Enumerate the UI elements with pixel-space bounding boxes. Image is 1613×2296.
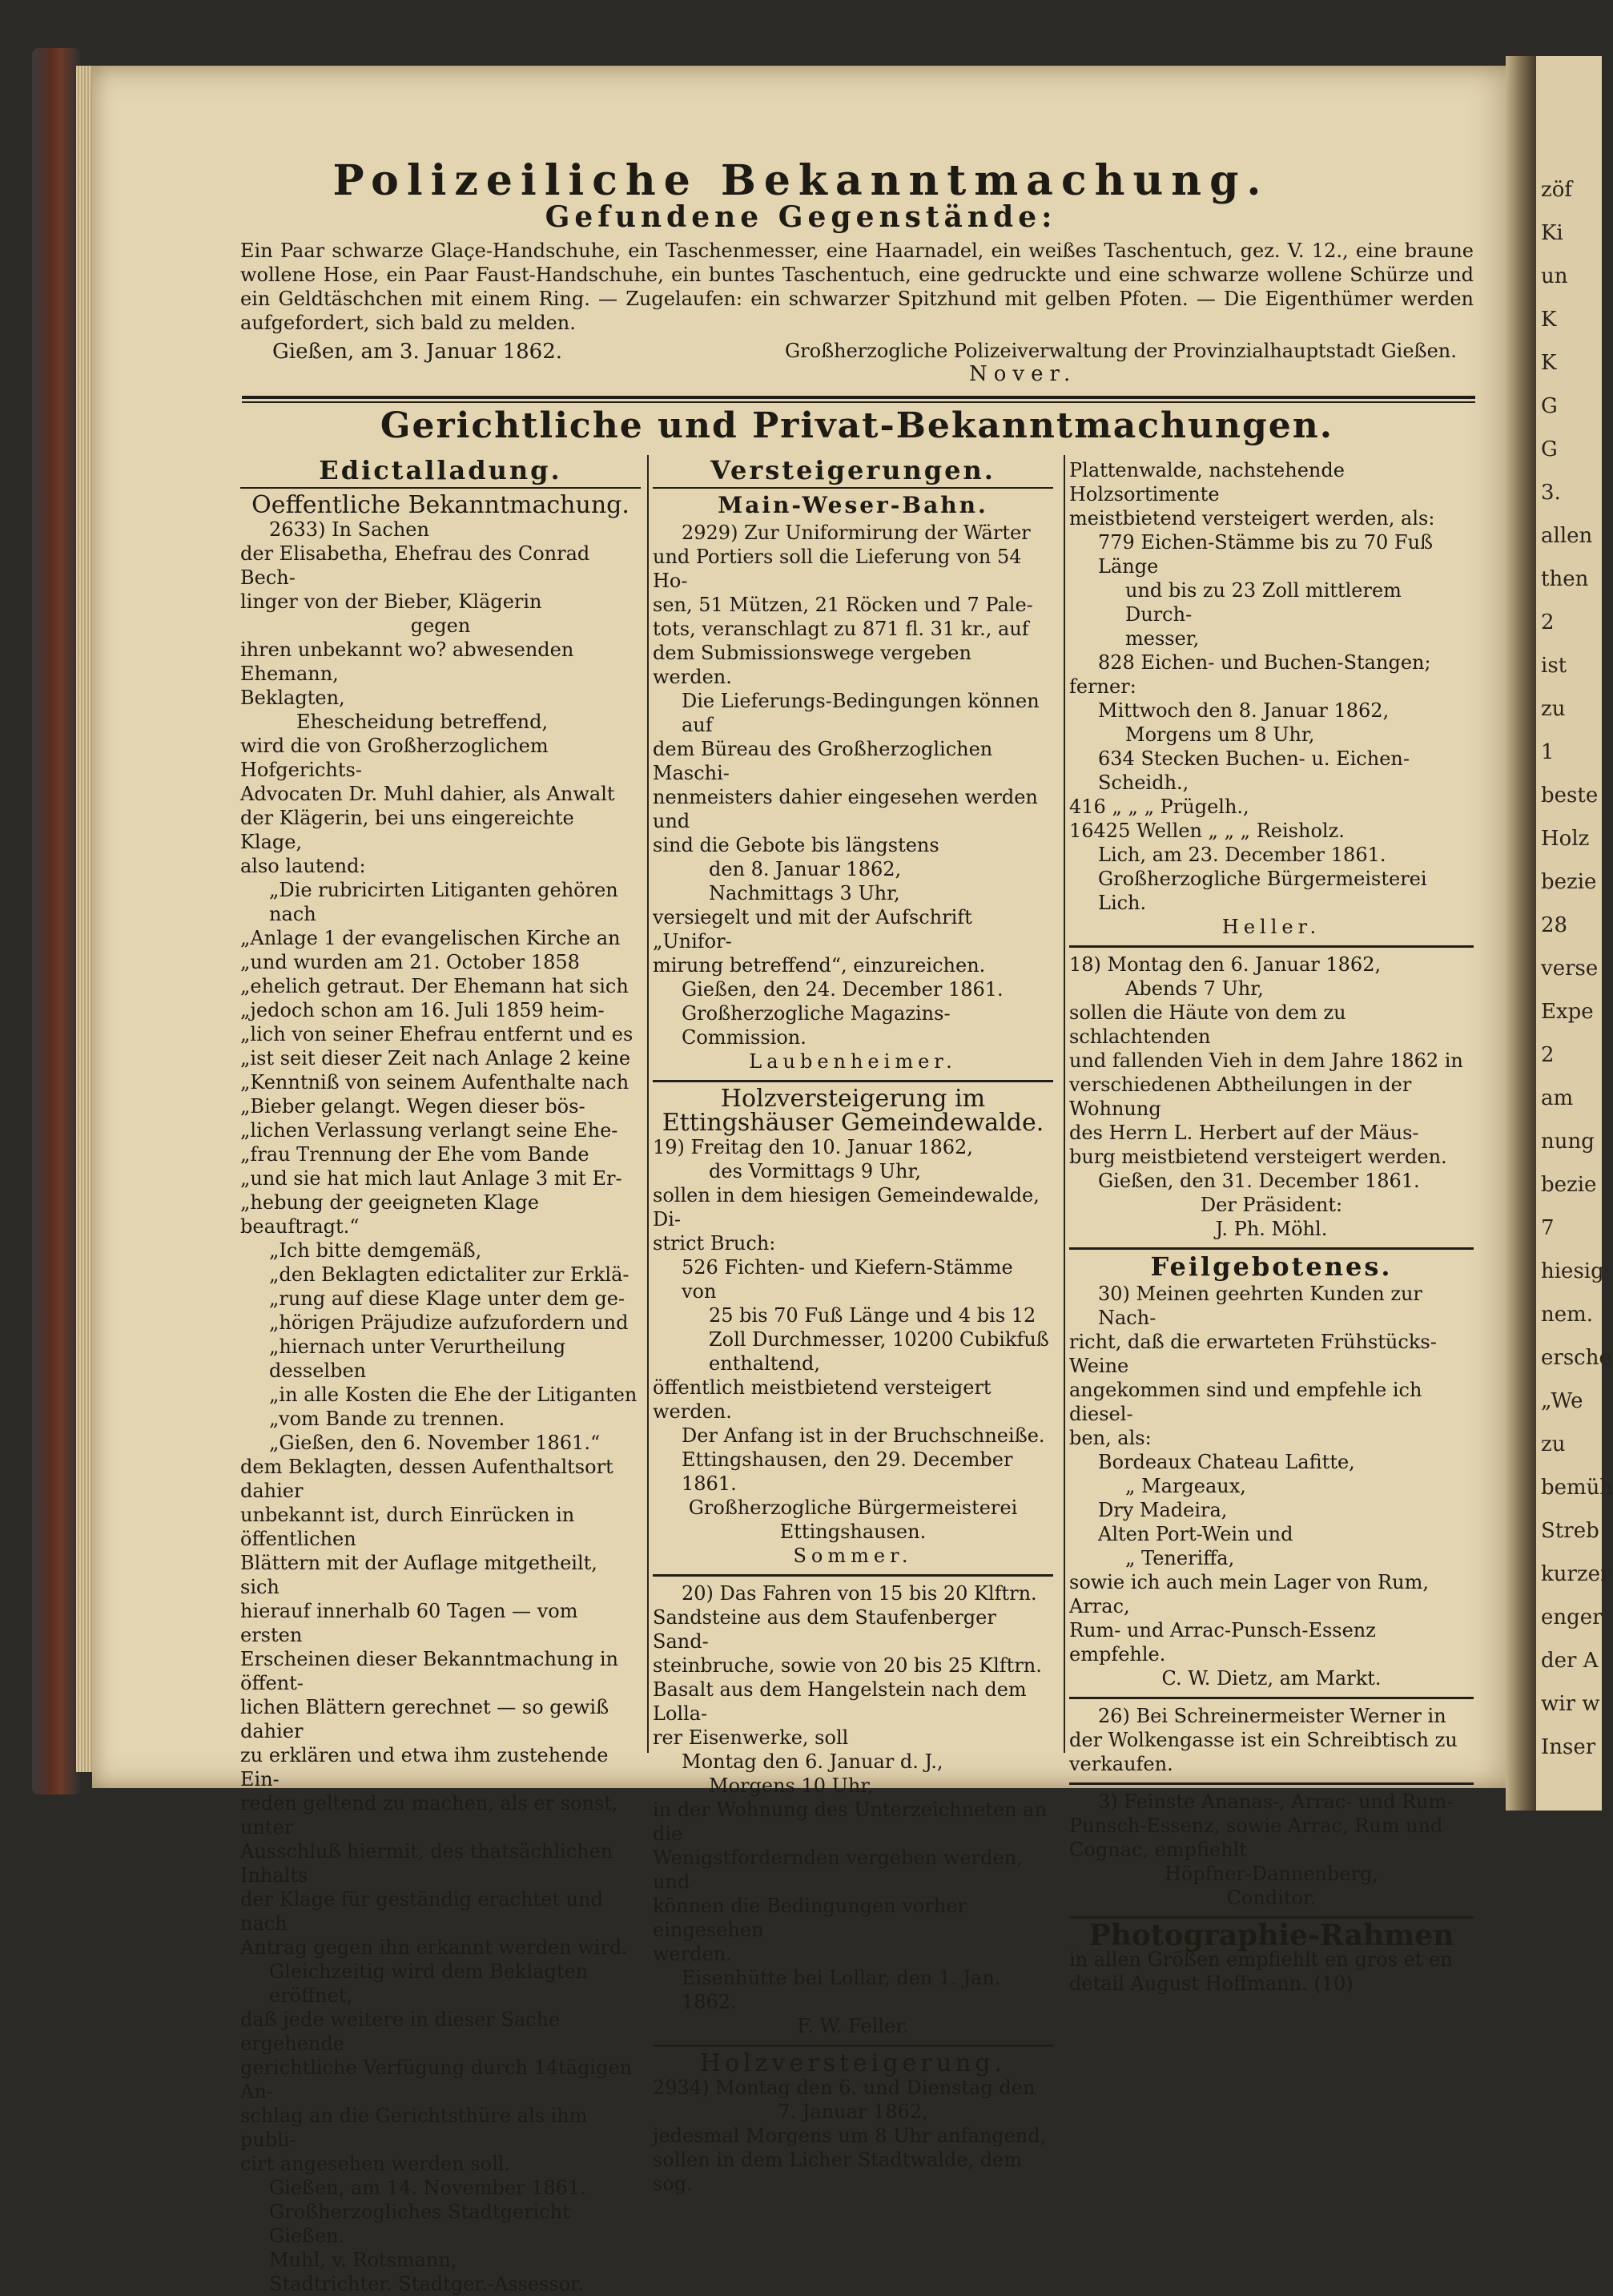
- column-edictal: [240, 455, 641, 2296]
- text-line: der Klage für geständig erachtet und nach: [240, 1888, 603, 1935]
- text-line: Cognac, empfiehlt: [1069, 1839, 1247, 1861]
- text-line: sen, 51 Mützen, 21 Röcken und 7 Pale-: [653, 594, 1033, 616]
- text-line: 779 Eichen-Stämme bis zu 70 Fuß Länge: [1098, 531, 1434, 578]
- text-line: „in alle Kosten die Ehe der Litiganten: [269, 1384, 638, 1406]
- text-line: daß jede weitere in dieser Sache ergehende: [240, 2008, 561, 2055]
- text-line: dem Beklagten, dessen Aufenthaltsort dahier: [240, 1456, 613, 1502]
- text-line: Gleichzeitig wird dem Beklagten eröffnet,: [269, 1960, 589, 2007]
- uniform-notice: [653, 521, 1053, 1073]
- notice-title: Polizeiliche Bekanntmachung.: [332, 156, 1269, 205]
- text-line: messer,: [1125, 627, 1200, 650]
- text-line: in der Wohnung des Unterzeichneten an die: [653, 1799, 1048, 1845]
- facing-page-word: allen: [1541, 524, 1593, 548]
- punch-offer: [1069, 1790, 1474, 1910]
- offers-heading: Feilgebotenes.: [1150, 1251, 1393, 1282]
- photo-frames-text: [1069, 1948, 1474, 1996]
- text-line: „vom Bande zu trennen.: [269, 1408, 505, 1430]
- text-line: Blättern mit der Auflage mitgetheilt, sich: [240, 1552, 597, 1598]
- text-line: 7. Januar 1862,: [778, 2101, 928, 2123]
- text-line: meistbietend versteigert werden, als:: [1069, 507, 1435, 530]
- text-line: Abends 7 Uhr,: [1125, 977, 1264, 1000]
- rule: [653, 1080, 1053, 1082]
- text-line: „jedoch schon am 16. Juli 1859 heim-: [240, 999, 605, 1021]
- notice-date: Gießen, am 3. Januar 1862.: [272, 340, 563, 364]
- text-line: sind die Gebote bis längstens: [653, 834, 939, 856]
- text-line: Gießen, am 14. November 1861.: [269, 2177, 586, 2199]
- text-line: dem Submissionswege vergeben werden.: [653, 642, 971, 688]
- text-line: und bis zu 23 Zoll mittlerem Durch-: [1125, 579, 1402, 626]
- text-line: Großherzogliche Bürgermeisterei: [688, 1496, 1018, 1519]
- text-line: 2633) In Sachen: [269, 518, 429, 541]
- text-line: 2934) Montag den 6. und Dienstag den: [653, 2076, 1036, 2099]
- book-cover: [32, 48, 80, 1795]
- facing-page-word: „We: [1541, 1389, 1583, 1413]
- text-line: „ehelich getraut. Der Ehemann hat sich: [240, 975, 629, 997]
- facing-page-word: nung: [1541, 1130, 1595, 1154]
- text-line: Ettingshausen.: [779, 1521, 927, 1543]
- text-line: und Portiers soll die Lieferung von 54 Ho-: [653, 546, 1022, 592]
- text-line: „lich von seiner Ehefrau entfernt und es: [240, 1023, 634, 1045]
- text-line: „ Teneriffa,: [1125, 1547, 1235, 1569]
- text-line: cirt angesehen werden soll.: [240, 2153, 511, 2175]
- text-line: Bordeaux Chateau Lafitte,: [1098, 1451, 1355, 1473]
- facing-page-word: zöf: [1541, 178, 1572, 202]
- text-line: rer Eisenwerke, soll: [653, 1726, 849, 1749]
- wood-auction-heading: Holzversteigerung.: [699, 2049, 1007, 2077]
- book-gutter: [1506, 56, 1538, 1811]
- photo-frames-heading: Photographie-Rahmen: [1088, 1919, 1454, 1952]
- text-line: Gießen, den 24. December 1861.: [682, 978, 1004, 1001]
- text-line: in allen Größen empfiehlt en gros et en: [1069, 1948, 1453, 1971]
- text-line: gegen: [410, 614, 471, 637]
- facing-page-word: wir w: [1541, 1692, 1600, 1716]
- facing-page-word: 3.: [1541, 481, 1561, 505]
- text-line: unbekannt ist, durch Einrücken in öffentlichen: [240, 1504, 575, 1550]
- text-line: gerichtliche Verfügung durch 14tägigen An-: [240, 2056, 633, 2103]
- rule: [1069, 1782, 1474, 1785]
- text-line: „hebung der geeigneten Klage beauftragt.“: [240, 1191, 539, 1238]
- text-line: hierauf innerhalb 60 Tagen — vom ersten: [240, 1600, 578, 1646]
- text-line: versiegelt und mit der Aufschrift „Unifor-: [653, 906, 972, 953]
- section-title: Gerichtliche und Privat-Bekanntmachungen.: [380, 405, 1334, 446]
- facing-page-word: kurzer: [1541, 1562, 1611, 1586]
- text-line: 416 „ „ „ Prügelh.,: [1069, 796, 1249, 818]
- text-line: Die Lieferungs-Bedingungen können auf: [682, 690, 1040, 736]
- text-line: 634 Stecken Buchen- u. Eichen-Scheidh.,: [1098, 747, 1410, 794]
- text-line: Großherzogliche Bürgermeisterei Lich.: [1098, 868, 1427, 914]
- text-line: sowie ich auch mein Lager von Rum, Arrac,: [1069, 1571, 1429, 1617]
- facing-page-word: ist: [1541, 654, 1567, 678]
- text-line: ben, als:: [1069, 1427, 1152, 1449]
- text-line: 26) Bei Schreinermeister Werner in: [1098, 1705, 1446, 1727]
- text-line: Erscheinen dieser Bekanntmachung in öffent-: [240, 1648, 618, 1694]
- facing-page-word: 28: [1541, 913, 1568, 937]
- text-line: sollen in dem hiesigen Gemeindewalde, Di-: [653, 1184, 1040, 1231]
- text-line: Großherzogliches Stadtgericht Gießen.: [269, 2201, 570, 2247]
- text-line: Heller.: [1221, 916, 1321, 938]
- facing-page-word: beste: [1541, 783, 1599, 808]
- wood-auction-lich-cont: [1069, 458, 1474, 939]
- column-offers: [1069, 458, 1474, 1996]
- text-line: Zoll Durchmesser, 10200 Cubikfuß: [709, 1328, 1049, 1351]
- text-line: schlag an die Gerichtsthüre als ihm publi-: [240, 2105, 588, 2151]
- wine-offer: [1069, 1282, 1474, 1690]
- text-line: Ausschluß hiermit, des thatsächlichen Inhalts: [240, 1840, 613, 1887]
- text-line: 3) Feinste Ananas-, Arrac- und Rum-: [1098, 1790, 1454, 1813]
- wood-auction-ettingshausen-heading: Holzversteigerung im Ettingshäuser Gemeindewalde.: [662, 1085, 1044, 1137]
- text-line: öffentlich meistbietend versteigert werden.: [653, 1376, 992, 1423]
- text-line: Gießen, den 31. December 1861.: [1098, 1170, 1420, 1192]
- text-line: des Vormittags 9 Uhr,: [709, 1160, 921, 1182]
- facing-page-word: hiesig: [1541, 1259, 1604, 1283]
- text-line: Punsch-Essenz, sowie Arrac, Rum und: [1069, 1815, 1443, 1837]
- text-line: „Kenntniß von seinem Aufenthalte nach: [240, 1071, 630, 1094]
- text-line: mirung betreffend“, einzureichen.: [653, 954, 986, 977]
- text-line: der Wolkengasse ist ein Schreibtisch zu: [1069, 1729, 1458, 1751]
- text-line: Beklagten,: [240, 687, 345, 709]
- text-line: Montag den 6. Januar d. J.,: [682, 1750, 943, 1773]
- section-rule-top: [242, 396, 1475, 399]
- text-line: verschiedenen Abtheilungen in der Wohnung: [1069, 1073, 1412, 1120]
- text-line: strict Bruch:: [653, 1232, 776, 1255]
- text-line: 30) Meinen geehrten Kunden zur Nach-: [1098, 1283, 1422, 1329]
- text-line: Der Präsident:: [1200, 1194, 1343, 1216]
- text-line: 25 bis 70 Fuß Länge und 4 bis 12: [709, 1304, 1036, 1327]
- text-line: 19) Freitag den 10. Januar 1862,: [653, 1136, 973, 1158]
- facing-page-word: bezie: [1541, 870, 1597, 894]
- text-line: Alten Port-Wein und: [1098, 1523, 1293, 1545]
- text-line: Plattenwalde, nachstehende Holzsortimente: [1069, 459, 1345, 506]
- text-line: tots, veranschlagt zu 871 fl. 31 kr., auf: [653, 618, 1029, 640]
- facing-page-word: Ki: [1541, 221, 1563, 245]
- facing-page-word: 1: [1541, 740, 1555, 764]
- text-line: richt, daß die erwarteten Frühstücks-Weine: [1069, 1331, 1437, 1377]
- railway-heading: Main-Weser-Bahn.: [718, 492, 988, 518]
- text-line: „ Margeaux,: [1125, 1475, 1246, 1497]
- text-line: nenmeisters dahier eingesehen werden und: [653, 786, 1038, 832]
- column-divider-2: [1064, 455, 1065, 1753]
- text-line: Eisenhütte bei Lollar, den 1. Jan. 1862.: [682, 1967, 1001, 2013]
- facing-page-word: 2: [1541, 610, 1555, 634]
- text-line: „frau Trennung der Ehe vom Bande: [240, 1143, 589, 1166]
- text-line: Der Anfang ist in der Bruchschneiße.: [682, 1424, 1045, 1447]
- text-line: ferner:: [1069, 675, 1136, 698]
- text-line: Antrag gegen ihn erkannt werden wird.: [240, 1936, 628, 1959]
- text-line: Wenigstfordernden vergeben werden, und: [653, 1847, 1023, 1893]
- rule: [1069, 1247, 1474, 1250]
- text-line: Dry Madeira,: [1098, 1499, 1228, 1521]
- rule: [1069, 945, 1474, 948]
- text-line: „ist seit dieser Zeit nach Anlage 2 keine: [240, 1047, 631, 1069]
- text-line: wird die von Großherzoglichem Hofgerichts-: [240, 735, 549, 781]
- text-line: Nachmittags 3 Uhr,: [709, 882, 900, 904]
- facing-page-word: K: [1541, 308, 1557, 332]
- column-auctions: [653, 455, 1053, 2196]
- wood-auction-lich: [653, 2076, 1053, 2196]
- column-divider-1: [647, 455, 649, 1753]
- text-line: „hörigen Präjudize aufzufordern und: [269, 1311, 629, 1334]
- text-line: steinbruche, sowie von 20 bis 25 Klftrn.: [653, 1654, 1042, 1677]
- section-rule-top-thin: [242, 401, 1475, 403]
- text-line: Rum- und Arrac-Punsch-Essenz empfehle.: [1069, 1619, 1376, 1666]
- facing-page-word: un: [1541, 264, 1568, 288]
- text-line: jedesmal Morgens um 8 Uhr anfangend,: [653, 2125, 1047, 2147]
- edictal-text: [240, 518, 641, 2296]
- facing-page-word: Holz: [1541, 827, 1590, 851]
- facing-page-word: 7: [1541, 1216, 1555, 1240]
- haulage-notice: [653, 1581, 1053, 2038]
- facing-page-word: zu: [1541, 1432, 1566, 1456]
- facing-page-word: zu: [1541, 697, 1566, 721]
- text-line: des Herrn L. Herbert auf der Mäus-: [1069, 1122, 1419, 1144]
- text-line: der Elisabetha, Ehefrau des Conrad Bech-: [240, 542, 590, 589]
- lost-found-text: Ein Paar schwarze Glaçe-Handschuhe, ein Taschenmesser, eine Haarnadel, ein weißes Taschentuch, gez. V. 12., eine braune wollene Hose, ein Paar Faust-Handschuhe, ein buntes Taschentuch, eine gedruckte und eine schwarze wollene Schürze und ein Geldtäschchen mit einem Ring. — Zugelaufen: ein schwarzer Spitzhund mit gelben Pfoten. — Die Eigenthümer werden aufgefordert, sich bald zu melden.: [240, 240, 1474, 334]
- facing-page-word: 2: [1541, 1043, 1555, 1067]
- text-line: Mittwoch den 8. Januar 1862,: [1098, 699, 1390, 722]
- text-line: Stadtrichter. Stadtger.-Assessor.: [269, 2273, 584, 2295]
- text-line: also lautend:: [240, 855, 366, 877]
- facing-page-word: der A: [1541, 1649, 1599, 1673]
- text-line: burg meistbietend versteigert werden.: [1069, 1146, 1447, 1168]
- rule: [653, 2044, 1053, 2047]
- text-line: Morgens um 8 Uhr,: [1125, 723, 1315, 746]
- edictal-heading: Edictalladung.: [319, 455, 562, 485]
- text-line: „Anlage 1 der evangelischen Kirche an: [240, 927, 621, 949]
- text-line: Höpfner-Dannenberg,: [1164, 1863, 1379, 1885]
- text-line: Basalt aus dem Hangelstein nach dem Lolla-: [653, 1678, 1027, 1725]
- text-line: „hiernach unter Verurtheilung desselben: [269, 1335, 566, 1382]
- text-line: den 8. Januar 1862,: [709, 858, 902, 880]
- text-line: der Klägerin, bei uns eingereichte Klage,: [240, 807, 574, 853]
- text-line: 18) Montag den 6. Januar 1862,: [1069, 953, 1382, 976]
- facing-page-word: bemüh: [1541, 1476, 1613, 1500]
- desk-offer: [1069, 1704, 1474, 1776]
- text-line: angekommen sind und empfehle ich diesel-: [1069, 1379, 1422, 1425]
- public-notice-heading: Oeffentliche Bekanntmachung.: [251, 491, 630, 519]
- text-line: 16425 Wellen „ „ „ Reisholz.: [1069, 820, 1345, 842]
- text-line: Muhl, v. Rotsmann,: [269, 2249, 457, 2271]
- text-line: zu erklären und etwa ihm zustehende Ein-: [240, 1744, 609, 1790]
- auctions-heading: Versteigerungen.: [710, 455, 996, 485]
- text-line: Sommer.: [793, 1545, 913, 1567]
- text-line: „den Beklagten edictaliter zur Erklä-: [269, 1263, 630, 1286]
- notice-office: Großherzogliche Polizeiverwaltung der Provinzialhauptstadt Gießen.: [785, 340, 1457, 362]
- text-line: 20) Das Fahren von 15 bis 20 Klftrn.: [682, 1582, 1037, 1605]
- text-line: verkaufen.: [1069, 1753, 1173, 1775]
- notice-signer: Nover.: [969, 362, 1077, 386]
- facing-page-word: Streb: [1541, 1519, 1599, 1543]
- text-line: „und wurden am 21. October 1858: [240, 951, 580, 973]
- facing-page-word: ersche: [1541, 1346, 1611, 1370]
- facing-page-word: then: [1541, 567, 1589, 591]
- facing-page-word: nem.: [1541, 1303, 1594, 1327]
- text-line: Ehescheidung betreffend,: [296, 711, 549, 733]
- text-line: C. W. Dietz, am Markt.: [1161, 1667, 1382, 1690]
- text-line: „Ich bitte demgemäß,: [269, 1239, 482, 1262]
- facing-page-word: K: [1541, 351, 1557, 375]
- text-line: reden geltend zu machen, als er sonst, unter: [240, 1792, 618, 1839]
- facing-page-word: enger: [1541, 1605, 1603, 1629]
- hides-notice: [1069, 953, 1474, 1241]
- text-line: Ettingshausen, den 29. December 1861.: [682, 1448, 1013, 1495]
- rule: [653, 1574, 1053, 1577]
- text-line: „Die rubricirten Litiganten gehören nach: [269, 879, 618, 925]
- text-line: lichen Blättern gerechnet — so gewiß dahier: [240, 1696, 609, 1742]
- facing-page-fragment: [1536, 56, 1613, 1811]
- facing-page-word: verse: [1541, 957, 1599, 981]
- text-line: sollen die Häute von dem zu schlachtenden: [1069, 1001, 1346, 1048]
- text-line: Advocaten Dr. Muhl dahier, als Anwalt: [240, 783, 615, 805]
- text-line: linger von der Bieber, Klägerin: [240, 590, 542, 613]
- text-line: können die Bedingungen vorher eingesehen: [653, 1895, 967, 1941]
- text-line: enthaltend,: [709, 1352, 821, 1375]
- text-line: „und sie hat mich laut Anlage 3 mit Er-: [240, 1167, 622, 1190]
- rule: [1069, 1697, 1474, 1699]
- facing-page-word: am: [1541, 1086, 1574, 1110]
- text-line: F. W. Feller.: [797, 2015, 909, 2037]
- text-line: „rung auf diese Klage unter dem ge-: [269, 1287, 625, 1310]
- facing-page-word: bezie: [1541, 1173, 1597, 1197]
- text-line: dem Büreau des Großherzoglichen Maschi-: [653, 738, 993, 784]
- text-line: „Bieber gelangt. Wegen dieser bös-: [240, 1095, 585, 1118]
- text-line: 2929) Zur Uniformirung der Wärter: [682, 522, 1031, 544]
- text-line: und fallenden Vieh in dem Jahre 1862 in: [1069, 1049, 1463, 1072]
- facing-page-word: G: [1541, 394, 1558, 418]
- notice-subtitle: Gefundene Gegenstände:: [545, 200, 1057, 234]
- text-line: 526 Fichten- und Kiefern-Stämme von: [682, 1256, 1013, 1303]
- text-line: „lichen Verlassung verlangt seine Ehe-: [240, 1119, 618, 1142]
- text-line: Sandsteine aus dem Staufenberger Sand-: [653, 1606, 996, 1653]
- text-line: Großherzogliche Magazins-Commission.: [682, 1002, 951, 1049]
- text-line: sollen in dem Licher Stadtwalde, dem sog.: [653, 2149, 1023, 2195]
- text-line: Morgens 10 Uhr,: [709, 1774, 874, 1797]
- facing-page-word: Expe: [1541, 1000, 1594, 1024]
- text-line: Laubenheimer.: [749, 1050, 957, 1073]
- text-line: J. Ph. Möhl.: [1215, 1218, 1328, 1240]
- text-line: 828 Eichen- und Buchen-Stangen;: [1098, 651, 1431, 674]
- text-line: Lich, am 23. December 1861.: [1098, 844, 1386, 866]
- facing-page-word: G: [1541, 437, 1558, 461]
- text-line: detail August Hoffmann. (10): [1069, 1972, 1354, 1995]
- text-line: „Gießen, den 6. November 1861.“: [269, 1432, 601, 1454]
- rule: [653, 487, 1053, 489]
- text-line: ihren unbekannt wo? abwesenden Ehemann,: [240, 638, 574, 685]
- wood-auction-ettingshausen: [653, 1135, 1053, 1568]
- facing-page-word: Inser: [1541, 1735, 1596, 1759]
- rule: [240, 487, 641, 489]
- text-line: werden.: [653, 1943, 732, 1965]
- text-line: Conditor.: [1226, 1887, 1317, 1909]
